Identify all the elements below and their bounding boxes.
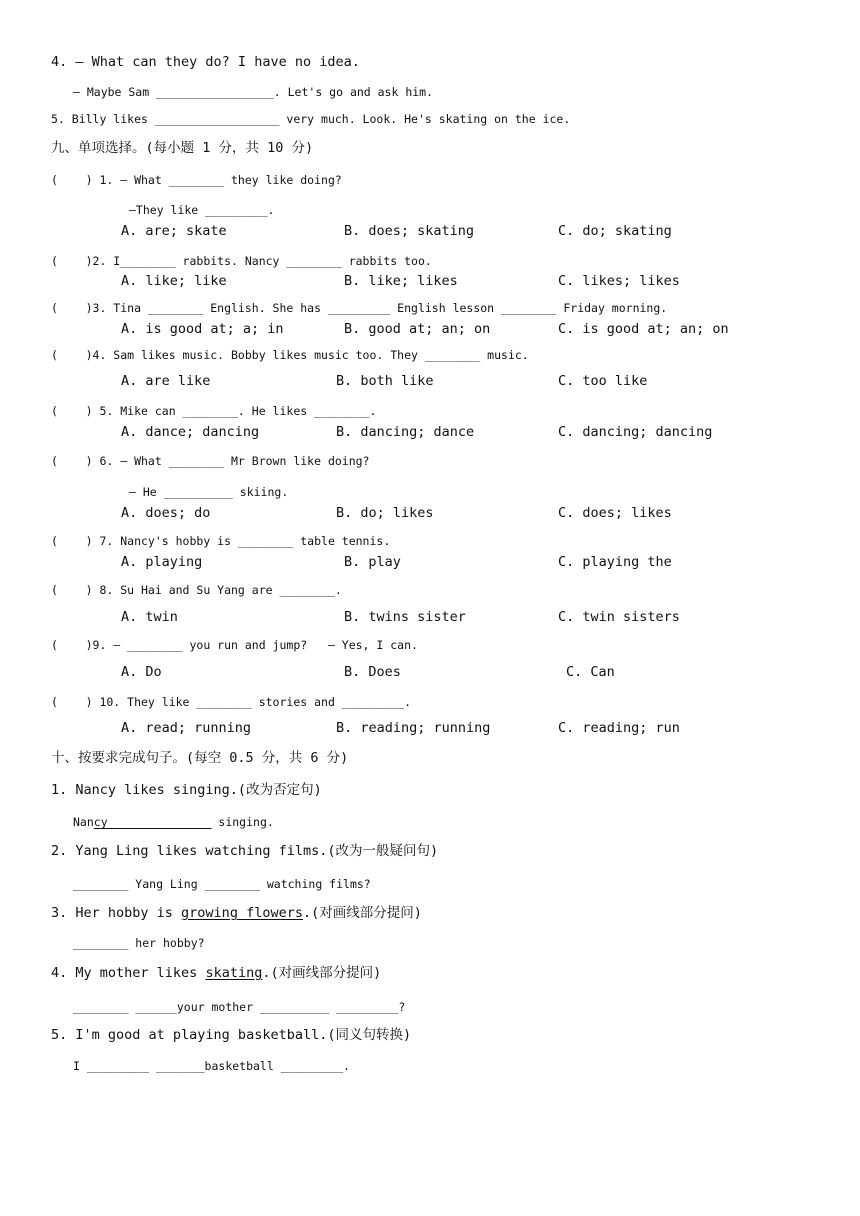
rewrite-item-5-answer: I _________ _______basketball _________. xyxy=(73,1059,350,1073)
question-4-answer-line: — Maybe Sam _________________. Let's go and ask him. xyxy=(73,85,434,99)
mc-question-2-option-a: A. like; like xyxy=(121,273,227,289)
rewrite-item-1-answer: Nancy_______________ singing. xyxy=(73,815,274,829)
section-9-title: 九、单项选择。(每小题 1 分，共 10 分) xyxy=(51,140,314,156)
rewrite-item-3-answer: ________ her hobby? xyxy=(73,936,205,950)
mc-question-10-option-c: C. reading; run xyxy=(558,720,680,736)
rewrite-item-3-prompt: 3. Her hobby is growing flowers.(对画线部分提问) xyxy=(51,905,422,921)
mc-question-9-option-c: C. Can xyxy=(566,664,615,680)
mc-question-6-option-a: A. does; do xyxy=(121,505,211,521)
mc-question-1-option-b: B. does; skating xyxy=(344,223,475,239)
mc-question-1-stem-2: —They like _________. xyxy=(129,203,275,217)
mc-question-6-option-b: B. do; likes xyxy=(336,505,434,521)
rewrite-item-4-prompt: 4. My mother likes skating.(对画线部分提问) xyxy=(51,965,382,981)
mc-question-3-option-b: B. good at; an; on xyxy=(344,321,491,337)
underlined-phrase: skating xyxy=(205,965,263,981)
mc-question-1-option-a: A. are; skate xyxy=(121,223,227,239)
mc-question-4-option-a: A. are like xyxy=(121,373,211,389)
rewrite-item-2-prompt: 2. Yang Ling likes watching films.(改为一般疑问句) xyxy=(51,843,439,859)
mc-question-2-option-b: B. like; likes xyxy=(344,273,458,289)
mc-question-6-stem-2: — He __________ skiing. xyxy=(129,485,289,499)
mc-question-1-stem: ( ) 1. — What ________ they like doing? xyxy=(51,173,342,187)
rewrite-item-4-answer: ________ ______your mother __________ _________? xyxy=(73,1000,406,1014)
mc-question-3-stem: ( )3. Tina ________ English. She has _________ English lesson ________ Friday morning. xyxy=(51,301,668,315)
mc-question-5-option-a: A. dance; dancing xyxy=(121,424,260,440)
mc-question-9-option-a: A. Do xyxy=(121,664,162,680)
mc-question-4-stem: ( )4. Sam likes music. Bobby likes music too. They ________ music. xyxy=(51,348,529,362)
rewrite-item-5-prompt: 5. I'm good at playing basketball.(同义句转换) xyxy=(51,1027,412,1043)
question-4-line: 4. — What can they do? I have no idea. xyxy=(51,54,360,70)
mc-question-3-option-a: A. is good at; a; in xyxy=(121,321,284,337)
mc-question-5-option-c: C. dancing; dancing xyxy=(558,424,713,440)
mc-question-10-stem: ( ) 10. They like ________ stories and _________. xyxy=(51,695,412,709)
mc-question-6-option-c: C. does; likes xyxy=(558,505,672,521)
mc-question-2-stem: ( )2. I________ rabbits. Nancy ________ rabbits too. xyxy=(51,254,432,268)
mc-question-7-option-c: C. playing the xyxy=(558,554,672,570)
mc-question-7-option-b: B. play xyxy=(344,554,401,570)
question-5-line: 5. Billy likes __________________ very much. Look. He's skating on the ice. xyxy=(51,112,571,126)
mc-question-5-option-b: B. dancing; dance xyxy=(336,424,475,440)
rewrite-item-1-prompt: 1. Nancy likes singing.(改为否定句) xyxy=(51,782,322,798)
mc-question-10-option-a: A. read; running xyxy=(121,720,252,736)
rewrite-item-2-answer: ________ Yang Ling ________ watching films? xyxy=(73,877,371,891)
mc-question-3-option-c: C. is good at; an; on xyxy=(558,321,729,337)
mc-question-10-option-b: B. reading; running xyxy=(336,720,491,736)
mc-question-8-stem: ( ) 8. Su Hai and Su Yang are ________. xyxy=(51,583,342,597)
mc-question-8-option-c: C. twin sisters xyxy=(558,609,680,625)
mc-question-6-stem: ( ) 6. — What ________ Mr Brown like doing? xyxy=(51,454,370,468)
section-10-title: 十、按要求完成句子。(每空 0.5 分，共 6 分) xyxy=(51,750,349,766)
mc-question-8-option-a: A. twin xyxy=(121,609,178,625)
mc-question-5-stem: ( ) 5. Mike can ________. He likes ________. xyxy=(51,404,377,418)
mc-question-9-stem: ( )9. — ________ you run and jump? — Yes, I can. xyxy=(51,638,418,652)
mc-question-7-option-a: A. playing xyxy=(121,554,203,570)
underlined-phrase: growing flowers xyxy=(181,905,303,921)
mc-question-4-option-b: B. both like xyxy=(336,373,434,389)
mc-question-1-option-c: C. do; skating xyxy=(558,223,672,239)
mc-question-7-stem: ( ) 7. Nancy's hobby is ________ table tennis. xyxy=(51,534,391,548)
mc-question-2-option-c: C. likes; likes xyxy=(558,273,680,289)
mc-question-9-option-b: B. Does xyxy=(344,664,401,680)
mc-question-4-option-c: C. too like xyxy=(558,373,648,389)
mc-question-8-option-b: B. twins sister xyxy=(344,609,466,625)
